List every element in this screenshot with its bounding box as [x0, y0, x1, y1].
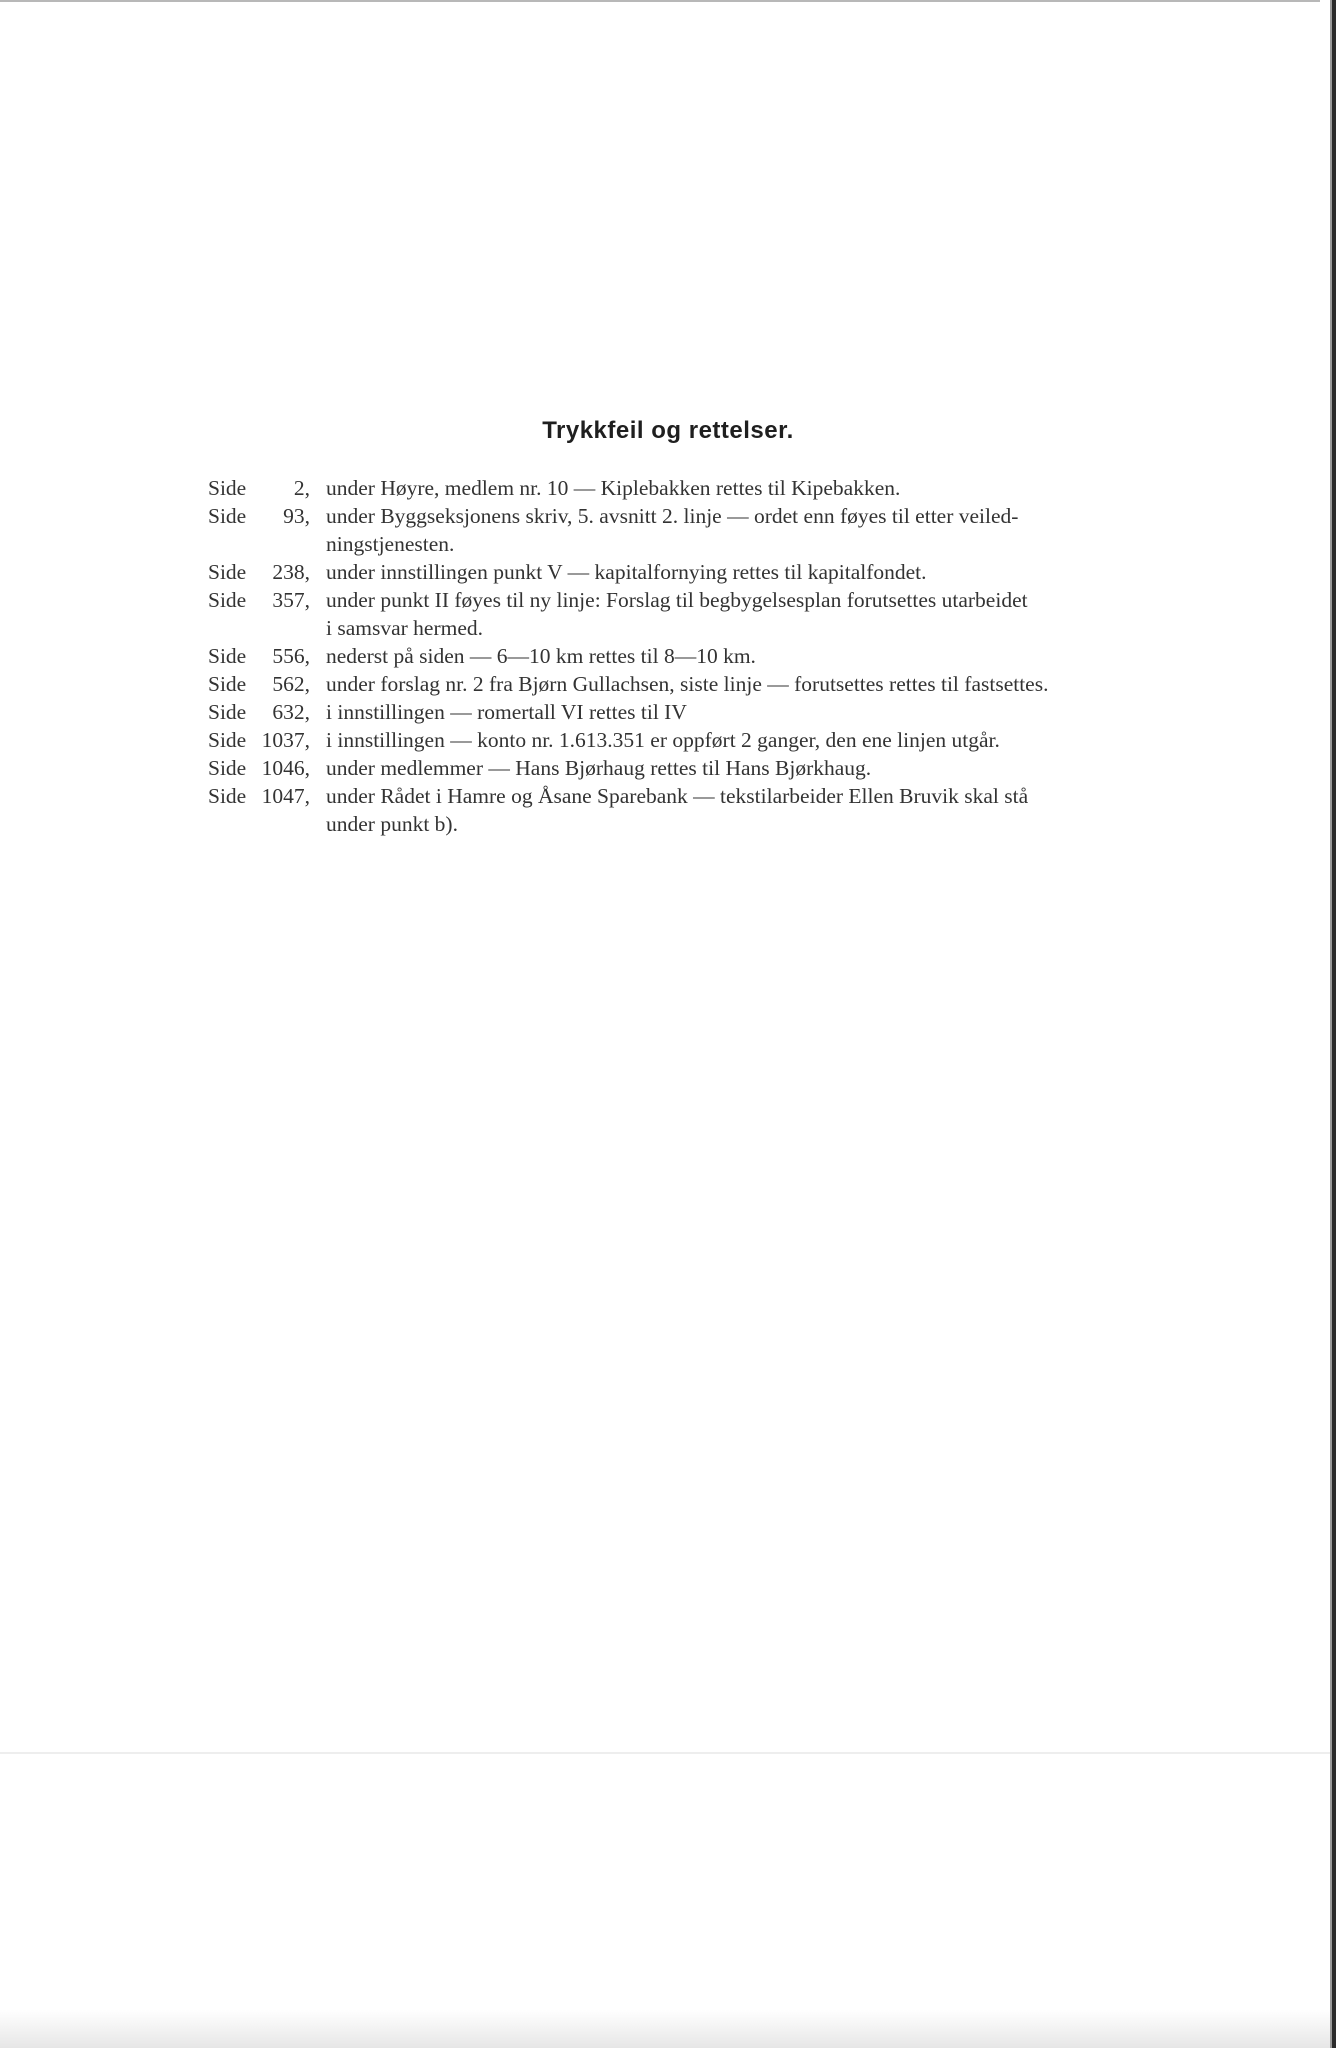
page-number: 93, — [283, 504, 310, 528]
side-label: Side — [208, 756, 247, 780]
side-label: Side — [208, 784, 247, 808]
errata-entry — [208, 586, 1208, 642]
errata-text: under Byggseksjonens skriv, 5. avsnitt 2. linje — ordet enn føyes til etter veiled- — [326, 504, 1019, 528]
errata-entry — [208, 558, 1208, 586]
scan-fold-line — [0, 1752, 1330, 1754]
errata-text: i innstillingen — konto nr. 1.613.351 er oppført 2 ganger, den ene linjen utgår. — [326, 728, 1000, 752]
errata-text: under Høyre, medlem nr. 10 — Kiplebakken rettes til Kipebakken. — [326, 476, 901, 500]
errata-entry — [208, 754, 1208, 782]
errata-list — [208, 474, 1208, 838]
page-number: 238, — [272, 560, 310, 584]
errata-entry — [208, 642, 1208, 670]
page-number: 1047, — [261, 784, 310, 808]
errata-text-continued: under punkt b). — [326, 812, 458, 836]
scan-top-edge — [0, 0, 1320, 2]
page-title: Trykkfeil og rettelser. — [542, 417, 794, 444]
errata-entry — [208, 698, 1208, 726]
errata-entry — [208, 670, 1208, 698]
page-number: 357, — [272, 588, 310, 612]
page-number: 632, — [272, 700, 310, 724]
errata-entry — [208, 726, 1208, 754]
page-number: 556, — [272, 644, 310, 668]
side-label: Side — [208, 728, 247, 752]
page-number: 2, — [293, 476, 310, 500]
side-label: Side — [208, 588, 247, 612]
errata-entry — [208, 782, 1208, 838]
side-label: Side — [208, 476, 247, 500]
errata-text-continued: ningstjenesten. — [326, 532, 455, 556]
errata-text: i innstillingen — romertall VI rettes til IV — [326, 700, 687, 724]
side-label: Side — [208, 700, 247, 724]
page-number: 1037, — [261, 728, 310, 752]
errata-text: under punkt II føyes til ny linje: Forslag til begbygelsesplan forutsettes utarbeidet — [326, 588, 1028, 612]
side-label: Side — [208, 644, 247, 668]
errata-text: under medlemmer — Hans Bjørhaug rettes til Hans Bjørkhaug. — [326, 756, 872, 780]
scan-right-edge-shade — [1330, 0, 1332, 2048]
page-number: 1046, — [261, 756, 310, 780]
page-number: 562, — [272, 672, 310, 696]
errata-text-continued: i samsvar hermed. — [326, 616, 484, 640]
errata-entry — [208, 502, 1208, 558]
errata-text: under innstillingen punkt V — kapitalfornying rettes til kapitalfondet. — [326, 560, 927, 584]
errata-text: nederst på siden — 6—10 km rettes til 8—10 km. — [326, 644, 756, 668]
side-label: Side — [208, 672, 247, 696]
side-label: Side — [208, 560, 247, 584]
errata-text: under Rådet i Hamre og Åsane Sparebank — tekstilarbeider Ellen Bruvik skal stå — [326, 784, 1029, 808]
errata-text: under forslag nr. 2 fra Bjørn Gullachsen, siste linje — forutsettes rettes til fastsettes. — [326, 672, 1049, 696]
errata-entry — [208, 474, 1208, 502]
scan-right-edge — [1332, 0, 1336, 2048]
scan-bottom-shadow — [0, 2010, 1330, 2048]
side-label: Side — [208, 504, 247, 528]
